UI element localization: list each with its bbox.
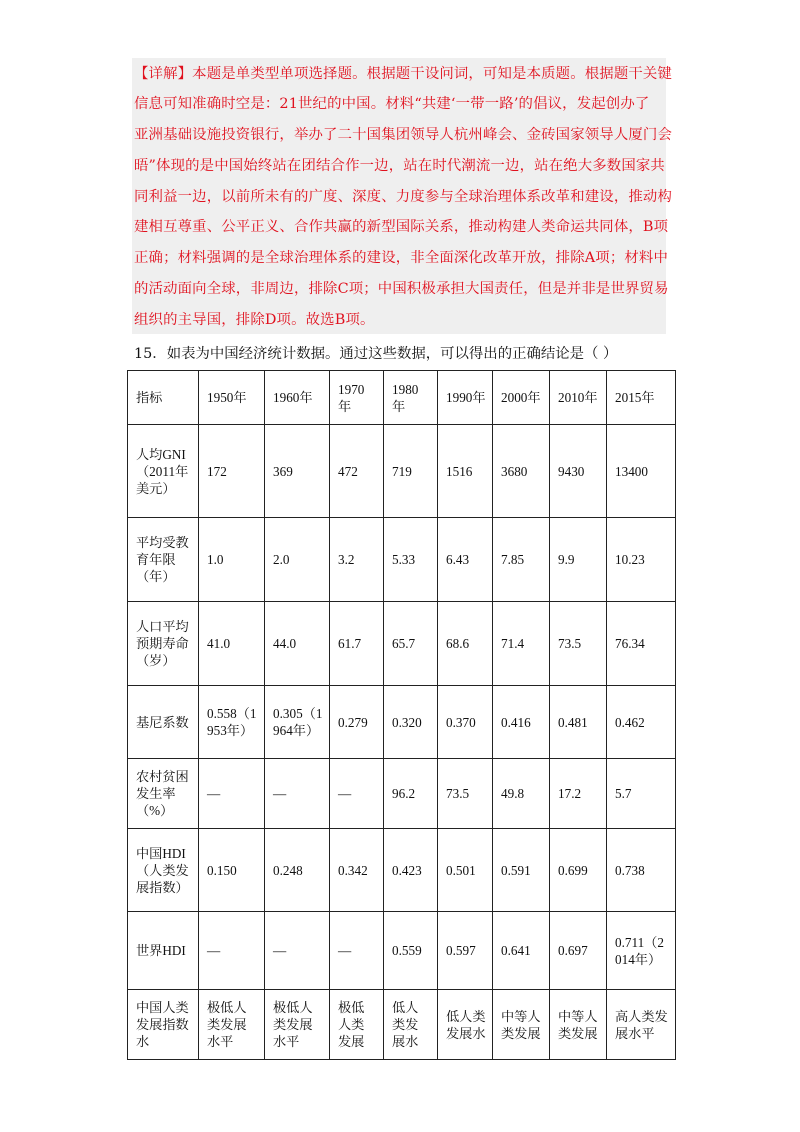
table-cell: 0.481 <box>550 686 607 759</box>
table-cell: 41.0 <box>199 602 265 686</box>
table-cell: 5.7 <box>607 759 676 829</box>
table-cell: 极低人类发展水平 <box>265 990 330 1060</box>
table-cell: 61.7 <box>330 602 384 686</box>
table-cell: 5.33 <box>384 518 438 602</box>
table-cell: 44.0 <box>265 602 330 686</box>
table-row <box>128 912 676 990</box>
table-cell: — <box>330 759 384 829</box>
explanation-line: 亚洲基础设施投资银行，举办了二十国集团领导人杭州峰会、金砖国家领导人厦门会 <box>134 127 673 143</box>
table-cell: 低人类发展水 <box>384 990 438 1060</box>
table-cell: — <box>330 912 384 990</box>
table-cell: 0.370 <box>438 686 493 759</box>
table-cell: 10.23 <box>607 518 676 602</box>
table-cell: 0.150 <box>199 829 265 912</box>
explanation-line: 正确；材料强调的是全球治理体系的建设，非全面深化改革开放，排除A项；材料中 <box>134 250 669 266</box>
table-cell: 0.738 <box>607 829 676 912</box>
table-cell: 0.697 <box>550 912 607 990</box>
row-label-cell: 中国HDI（人类发展指数） <box>128 829 199 912</box>
table-cell: 65.7 <box>384 602 438 686</box>
table-cell: 472 <box>330 425 384 518</box>
header-cell: 指标 <box>128 371 199 425</box>
table-cell: 1.0 <box>199 518 265 602</box>
statistics-table <box>127 370 676 1060</box>
table-cell: 0.591 <box>493 829 550 912</box>
table-cell: 73.5 <box>438 759 493 829</box>
explanation-line: 晤”体现的是中国始终站在团结合作一边，站在时代潮流一边，站在绝大多数国家共 <box>134 158 665 174</box>
table-cell: 0.699 <box>550 829 607 912</box>
table-cell: 0.501 <box>438 829 493 912</box>
table-cell: 0.279 <box>330 686 384 759</box>
table-cell: 49.8 <box>493 759 550 829</box>
table-cell: 0.248 <box>265 829 330 912</box>
table-cell: 0.416 <box>493 686 550 759</box>
table-cell: 0.462 <box>607 686 676 759</box>
table-cell: 369 <box>265 425 330 518</box>
table-cell: 0.558（1953年） <box>199 686 265 759</box>
explanation-line: 【详解】本题是单类型单项选择题。根据题干设问词，可知是本质题。根据题干关键 <box>134 66 673 82</box>
table-cell: 13400 <box>607 425 676 518</box>
row-label-cell: 人口平均预期寿命（岁） <box>128 602 199 686</box>
header-cell: 2010年 <box>550 371 607 425</box>
table-cell: 0.320 <box>384 686 438 759</box>
table-row <box>128 602 676 686</box>
table-cell: 0.711（2014年） <box>607 912 676 990</box>
table-row <box>128 759 676 829</box>
table-cell: 9.9 <box>550 518 607 602</box>
table-cell: 3.2 <box>330 518 384 602</box>
explanation-line: 同利益一边，以前所未有的广度、深度、力度参与全球治理体系改革和建设，推动构 <box>134 189 673 205</box>
table-cell: 2.0 <box>265 518 330 602</box>
table-row <box>128 425 676 518</box>
table-cell: — <box>265 759 330 829</box>
table-cell: 极低人类发展 <box>330 990 384 1060</box>
table-cell: 中等人类发展 <box>493 990 550 1060</box>
table-cell: 0.342 <box>330 829 384 912</box>
table-cell: 极低人类发展水平 <box>199 990 265 1060</box>
table-cell: 3680 <box>493 425 550 518</box>
row-label-cell: 农村贫困发生率（%） <box>128 759 199 829</box>
table-cell: 0.641 <box>493 912 550 990</box>
table-cell: — <box>265 912 330 990</box>
table-cell: 96.2 <box>384 759 438 829</box>
explanation-line: 组织的主导国，排除D项。故选B项。 <box>134 312 375 328</box>
table-cell: 0.423 <box>384 829 438 912</box>
question-text: 15．如表为中国经济统计数据。通过这些数据，可以得出的正确结论是（ ） <box>134 346 618 362</box>
table-row <box>128 518 676 602</box>
table-cell: — <box>199 912 265 990</box>
table-cell: — <box>199 759 265 829</box>
explanation-line: 建相互尊重、公平正义、合作共赢的新型国际关系，推动构建人类命运共同体，B项 <box>134 219 669 235</box>
explanation-line: 信息可知准确时空是：21世纪的中国。材料“共建‘一带一路’的倡议，发起创办了 <box>134 96 650 112</box>
row-label-cell: 平均受教育年限（年） <box>128 518 199 602</box>
table-cell: 0.305（1964年） <box>265 686 330 759</box>
table-row <box>128 686 676 759</box>
header-cell: 1990年 <box>438 371 493 425</box>
table-cell: 0.559 <box>384 912 438 990</box>
table-cell: 0.597 <box>438 912 493 990</box>
header-cell: 2000年 <box>493 371 550 425</box>
header-cell: 2015年 <box>607 371 676 425</box>
table-cell: 73.5 <box>550 602 607 686</box>
table-cell: 76.34 <box>607 602 676 686</box>
table-row <box>128 990 676 1060</box>
header-cell: 1980年 <box>384 371 438 425</box>
table-cell: 6.43 <box>438 518 493 602</box>
table-cell: 17.2 <box>550 759 607 829</box>
table-cell: 9430 <box>550 425 607 518</box>
table-cell: 68.6 <box>438 602 493 686</box>
table-header-row <box>128 371 676 425</box>
header-cell: 1970年 <box>330 371 384 425</box>
table-cell: 高人类发展水平 <box>607 990 676 1060</box>
row-label-cell: 世界HDI <box>128 912 199 990</box>
table-cell: 719 <box>384 425 438 518</box>
table-cell: 中等人类发展 <box>550 990 607 1060</box>
table-cell: 1516 <box>438 425 493 518</box>
table-cell: 172 <box>199 425 265 518</box>
explanation-line: 的活动面向全球，非周边，排除C项；中国积极承担大国责任，但是并非是世界贸易 <box>134 281 669 297</box>
row-label-cell: 基尼系数 <box>128 686 199 759</box>
table-cell: 7.85 <box>493 518 550 602</box>
header-cell: 1950年 <box>199 371 265 425</box>
row-label-cell: 中国人类发展指数水 <box>128 990 199 1060</box>
table-cell: 低人类发展水 <box>438 990 493 1060</box>
table-cell: 71.4 <box>493 602 550 686</box>
table-row <box>128 829 676 912</box>
header-cell: 1960年 <box>265 371 330 425</box>
row-label-cell: 人均GNI（2011年美元） <box>128 425 199 518</box>
